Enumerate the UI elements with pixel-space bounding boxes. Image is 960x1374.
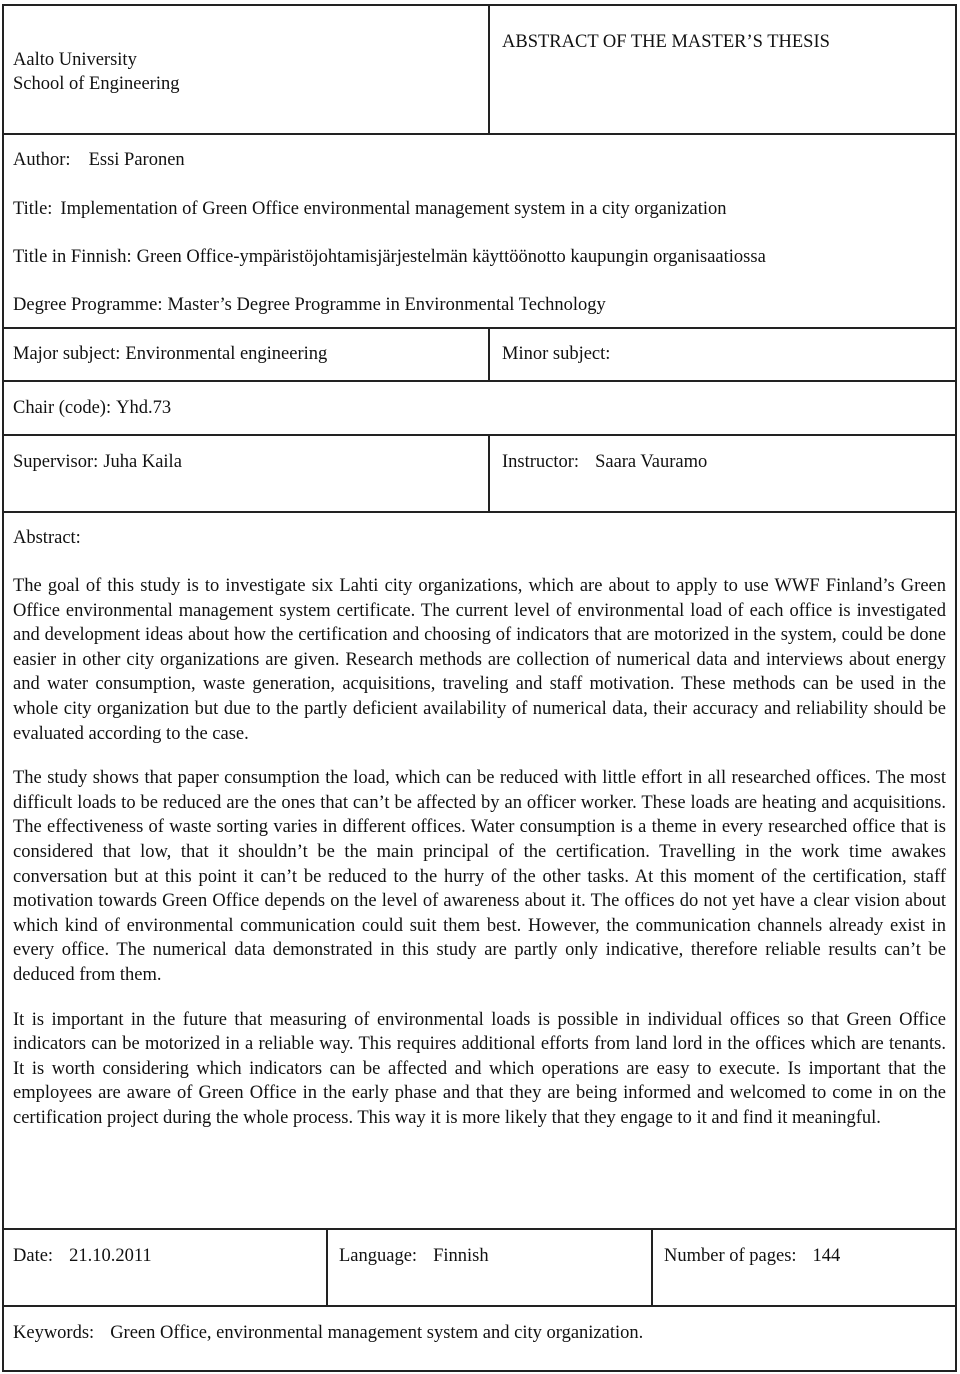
document-type: ABSTRACT OF THE MASTER’S THESIS bbox=[502, 32, 830, 52]
divider-supervisor-vertical bbox=[488, 434, 490, 512]
title-finnish-row bbox=[13, 245, 766, 269]
chair-row bbox=[13, 396, 171, 420]
title-finnish-value: Green Office-ympäristöjohtamisjärjestelmän käyttöönotto kaupungin organisaatiossa bbox=[136, 247, 766, 267]
date-row bbox=[13, 1244, 152, 1268]
date-value: 21.10.2011 bbox=[69, 1246, 152, 1266]
pages-label: Number of pages: bbox=[664, 1246, 797, 1266]
abstract-body bbox=[13, 574, 946, 1130]
abstract-paragraph-3: It is important in the future that measuring of environmental loads is possible in individual offices so that Green Office indicators can be motorized in a reliable way. This requires additional efforts from land lord in the offices which are tenants. It is worth considering which indicators can be affected and which operations are easy to execute. Is important that the employees are aware of Green Office in the early phase and that they are being informed and welcomed to come in on the certification project during the whole process. This way it is more likely that they engage to it and find it meaningful. bbox=[13, 1009, 946, 1128]
supervisor-row bbox=[13, 450, 182, 474]
major-label: Major subject: bbox=[13, 344, 121, 364]
title-finnish-label: Title in Finnish: bbox=[13, 247, 132, 267]
keywords-label: Keywords: bbox=[13, 1323, 95, 1343]
keywords-value: Green Office, environmental management system and city organization. bbox=[110, 1323, 644, 1343]
author-value: Essi Paronen bbox=[88, 150, 185, 170]
divider-date bbox=[326, 1228, 328, 1306]
abstract-paragraph-2: The study shows that paper consumption the load, which can be reduced with little effort in all researched offices. The most difficult loads to be reduced are the ones that can’t be affected by an officer worker. These loads are heating and acquisitions. The effectiveness of waste sorting varies in different offices. Water consumption is a theme in every researched office that is considered that low, that it shouldn’t be the main principal of the certification. Travelling in the work time awakes conversation but at this point it can’t be reduced to the hurry of the other tasks. At this moment of the certification, staff motivation towards Green Office depends on the level of awareness about it. The offices do not yet have a clear vision about which kind of environmental communication could suit them best. However, the communication channels already exist in every office. The numerical data demonstrated in this study are partly only indicative, therefore reliable results can’t be deduced from them. bbox=[13, 768, 946, 985]
divider-keywords bbox=[2, 1305, 957, 1307]
chair-label: Chair (code): bbox=[13, 398, 112, 418]
supervisor-label: Supervisor: bbox=[13, 452, 99, 472]
abstract-label: Abstract: bbox=[13, 528, 81, 548]
author-row bbox=[13, 148, 185, 172]
title-value: Implementation of Green Office environmental management system in a city organization bbox=[60, 199, 727, 219]
title-row bbox=[13, 197, 727, 221]
chair-value: Yhd.73 bbox=[116, 398, 172, 418]
pages-value: 144 bbox=[812, 1246, 841, 1266]
author-label: Author: bbox=[13, 150, 71, 170]
abstract-paragraph-1: The goal of this study is to investigate six Lahti city organizations, which are about to apply to use WWF Finland’s Green Office environmental management system certificate. The current level of environmental load of each office is investigated and development ideas about how the certification and choosing of indicators that are motorized in the system, could be done easier in other city organizations are given. Research methods are collection of numerical data and interviews about energy and water consumption, waste generation, acquisitions, traveling and staff motivation. These methods can be used in the whole city organization but due to the partly deficient availability of numerical data, their accuracy and reliability should be evaluated according to the case. bbox=[13, 576, 946, 744]
minor-label: Minor subject: bbox=[502, 344, 611, 364]
divider-header-vertical bbox=[488, 4, 490, 134]
language-row bbox=[339, 1244, 489, 1268]
divider-footer bbox=[2, 1228, 957, 1230]
divider-minor bbox=[2, 380, 957, 382]
degree-value: Master’s Degree Programme in Environmental Technology bbox=[167, 295, 606, 315]
university-name: Aalto University bbox=[13, 50, 137, 70]
major-row bbox=[13, 342, 327, 366]
supervisor-value: Juha Kaila bbox=[103, 452, 182, 472]
divider-abstract bbox=[2, 511, 957, 513]
title-label: Title: bbox=[13, 199, 53, 219]
divider-major-vertical bbox=[488, 327, 490, 381]
divider-header bbox=[2, 133, 957, 135]
divider-major bbox=[2, 327, 957, 329]
pages-row bbox=[664, 1244, 840, 1268]
instructor-label: Instructor: bbox=[502, 452, 580, 472]
minor-row bbox=[502, 342, 615, 366]
instructor-value: Saara Vauramo bbox=[595, 452, 708, 472]
degree-row bbox=[13, 293, 606, 317]
school-name: School of Engineering bbox=[13, 74, 180, 94]
major-value: Environmental engineering bbox=[125, 344, 328, 364]
language-value: Finnish bbox=[433, 1246, 489, 1266]
degree-label: Degree Programme: bbox=[13, 295, 163, 315]
keywords-row bbox=[13, 1321, 643, 1345]
divider-language bbox=[651, 1228, 653, 1306]
language-label: Language: bbox=[339, 1246, 418, 1266]
date-label: Date: bbox=[13, 1246, 54, 1266]
divider-supervisor bbox=[2, 434, 957, 436]
instructor-row bbox=[502, 450, 707, 474]
